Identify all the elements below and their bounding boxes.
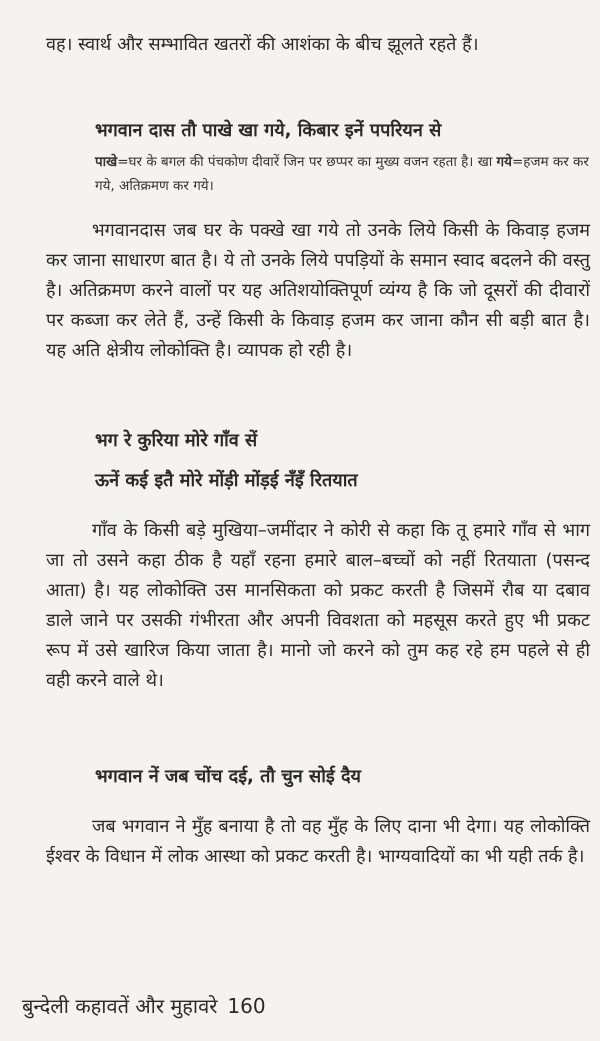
page-footer bbox=[22, 992, 266, 1019]
paragraph-explanation-3: जब भगवान ने मुँह बनाया है तो वह मुँह के लिए दाना भी देगा। यह लोकोक्ति ईश्वर के विधान में लोक आस्था को प्रकट करती है। भाग्यवादियों का भी यही तर्क है। bbox=[46, 816, 590, 867]
gloss-term-2: गये bbox=[496, 154, 512, 170]
proverb-heading-3: भगवान नें जब चोंच दई, तौ चुन सोई दैय bbox=[95, 766, 361, 787]
paragraph-explanation-2: गाँव के किसी बड़े मुखिया–जमींदार ने कोरी से कहा कि तू हमारे गाँव से भाग जा तो उसने कहा ठीक है यहाँ रहना हमारे बाल–बच्चों को नहीं रितयाता (पसन्द आता) है। यह लोकोक्ति उस मानसिकता को प्रकट करती है जिसमें रौब या दबाव डाले जाने पर उसकी गंभीरता और अपनी विवशता को महसूस करते हुए भी प्रकट रूप में उसे खारिज किया जाता है। मानो जो करने को तुम कह रहे हम पहले से ही वही करने वाले थे। bbox=[46, 520, 590, 691]
gloss-definition-1: =घर के बगल की पंचकोण दीवारें जिन पर छप्पर का मुख्य वजन रहता है। खा bbox=[117, 154, 493, 170]
page-number: 160 bbox=[227, 994, 266, 1018]
gloss-definition-2: =हजम कर कर गये, अतिक्रमण कर गये। bbox=[95, 154, 589, 194]
gloss-term-1: पाखे bbox=[95, 154, 118, 170]
proverb-heading-1: भगवान दास तौ पाखे खा गये, किबार इनें पपरियन से bbox=[95, 120, 442, 141]
book-title: बुन्देली कहावतें और मुहावरे bbox=[22, 994, 218, 1018]
paragraph-continuation: वह। स्वार्थ और सम्भावित खतरों की आशंका के बीच झूलते रहते हैं। bbox=[46, 34, 479, 55]
word-gloss bbox=[95, 150, 595, 198]
proverb-heading-2-line-2: ऊनें कई इतै मोरे मोंड़ी मोंड़ई नँइँ रितयात bbox=[95, 470, 358, 491]
proverb-heading-2-line-1: भग रे कुरिया मोरे गाँव सें bbox=[95, 430, 258, 451]
paragraph-explanation-1: भगवानदास जब घर के पक्खे खा गये तो उनके लिये किसी के किवाड़ हजम कर जाना साधारण बात है। ये तो उनके लिये पपड़ियों के समान स्वाद बदलने की वस्तु है। अतिक्रमण करने वालों पर यह अतिशयोक्तिपूर्ण व्यंग्य है कि जो दूसरों की दीवारों पर कब्जा कर लेते हैं, उन्हें किसी के किवाड़ हजम कर जाना कौन सी बड़ी बात है। यह अति क्षेत्रीय लोकोक्ति है। व्यापक हो रही है। bbox=[46, 220, 590, 361]
